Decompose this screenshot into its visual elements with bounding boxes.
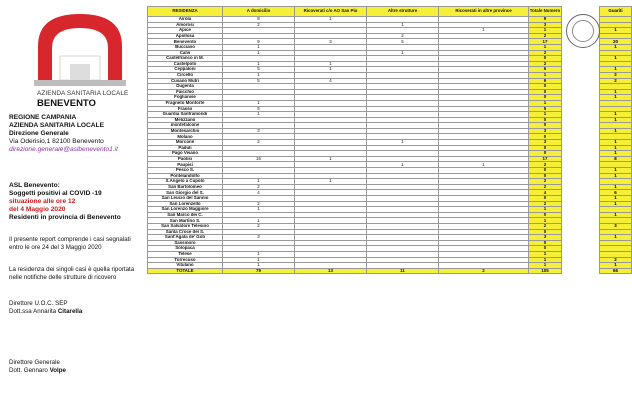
residenza-cell: Castelpoto: [148, 61, 223, 67]
general-name-line: [9, 367, 143, 375]
residenza-cell: Vitulano: [148, 263, 223, 269]
guariti-cell: 1: [600, 117, 632, 123]
guariti-cell: 1: [600, 95, 632, 101]
residenza-cell: Sant'Agata de' Goti: [148, 235, 223, 241]
guariti-cell: 1: [600, 212, 632, 218]
totale-cell: 0: [529, 229, 562, 235]
totale-cell: 1: [529, 251, 562, 257]
totale-cell: 1: [529, 257, 562, 263]
email-link[interactable]: direzione.generale@aslbenevento1.it: [9, 146, 118, 153]
guariti-header: Guariti: [600, 7, 632, 17]
report-title-2: Soggetti positivi al COVID -19: [9, 190, 102, 197]
dom-cell: 1: [223, 263, 295, 269]
altre-cell: 1: [367, 162, 439, 168]
spacer-cell: [562, 268, 600, 274]
residenza-cell: Melizzano: [148, 117, 223, 123]
residenza-cell: Airola: [148, 17, 223, 23]
altre-cell: 1: [367, 22, 439, 28]
report-title-4: del 4 Maggio 2020: [9, 206, 66, 213]
dom-cell: 9: [223, 39, 295, 45]
totale-cell: 4: [529, 190, 562, 196]
guariti-cell: 1: [600, 89, 632, 95]
director-general: [9, 359, 143, 374]
totale-cell: 9: [529, 17, 562, 23]
totale-cell: 105: [529, 268, 562, 274]
residenza-cell: Circello: [148, 72, 223, 78]
guariti-cell: 3: [600, 223, 632, 229]
totale-cell: 2: [529, 223, 562, 229]
prov-cell: 1: [439, 162, 529, 168]
dom-cell: 1: [223, 100, 295, 106]
totale-cell: 0: [529, 89, 562, 95]
totale-cell: 0: [529, 212, 562, 218]
residenza-cell: Dugenta: [148, 84, 223, 90]
director-name-line: [9, 308, 143, 316]
dom-cell: 1: [223, 251, 295, 257]
totale-cell: 1: [529, 207, 562, 213]
totale-cell: 0: [529, 84, 562, 90]
residenza-cell: Paolisi: [148, 156, 223, 162]
guariti-cell: 1: [600, 44, 632, 50]
residenza-cell: Ceppaloni: [148, 67, 223, 73]
residenza-cell: Santa Croce del S.: [148, 229, 223, 235]
totale-cell: 1: [529, 112, 562, 118]
residenza-cell: Faicchio: [148, 89, 223, 95]
dom-cell: 8: [223, 17, 295, 23]
official-stamp: [566, 14, 600, 48]
totale-cell: 0: [529, 246, 562, 252]
dom-cell: 79: [223, 268, 295, 274]
sanpio-cell: 1: [295, 67, 367, 73]
totale-cell: 9: [529, 78, 562, 84]
totale-cell: 3: [529, 235, 562, 241]
sanpio-cell: 1: [295, 156, 367, 162]
guariti-table: [599, 6, 632, 274]
general-role: Direttore Generale: [9, 359, 60, 366]
totale-cell: 0: [529, 196, 562, 202]
positives-table-area: [147, 6, 599, 400]
guariti-column: [599, 6, 632, 400]
guariti-cell: 2: [600, 257, 632, 263]
asl-logo: [30, 6, 130, 109]
totale-cell: 1: [529, 263, 562, 269]
guariti-cell: 1: [600, 168, 632, 174]
dom-cell: 1: [223, 72, 295, 78]
totale-cell: 17: [529, 39, 562, 45]
totale-cell: 0: [529, 95, 562, 101]
guariti-cell: 1: [600, 112, 632, 118]
guariti-cell: 1: [600, 145, 632, 151]
dom-cell: 5: [223, 78, 295, 84]
dom-cell: 1: [223, 61, 295, 67]
residenza-cell: Pontelandolfo: [148, 173, 223, 179]
residenza-cell: Molano: [148, 134, 223, 140]
guariti-cell: 2: [600, 72, 632, 78]
asl-name: AZIENDA SANITARIA LOCALE: [9, 122, 104, 129]
positives-table: [147, 6, 600, 274]
report-title-block: [9, 182, 143, 222]
general-name: Volpe: [49, 366, 66, 374]
director-name: Citarella: [57, 307, 83, 315]
director-sep: [9, 300, 143, 315]
dom-cell: 2: [223, 22, 295, 28]
residenza-cell: Amorosi: [148, 22, 223, 28]
residenza-cell: Telese: [148, 251, 223, 257]
totale-cell: 3: [529, 22, 562, 28]
column-header-2: Ricoverati c/o AO San Pio: [295, 7, 367, 17]
residenza-cell: Frasso: [148, 106, 223, 112]
total-row: [148, 268, 600, 274]
dom-cell: 3: [223, 235, 295, 241]
column-header-3: Altre strutture: [367, 7, 439, 17]
totale-cell: 0: [529, 56, 562, 62]
residenza-cell: Cusano Mutri: [148, 78, 223, 84]
dom-cell: 5: [223, 106, 295, 112]
stamp-inner-ring: [572, 20, 594, 42]
header-address-block: [9, 114, 143, 154]
dom-cell: 1: [223, 44, 295, 50]
residenza-cell: San Marco dei C.: [148, 212, 223, 218]
totale-cell: 3: [529, 128, 562, 134]
totale-cell: 3: [529, 140, 562, 146]
guariti-cell: 1: [600, 140, 632, 146]
column-header-4: Ricoverati in altre province: [439, 7, 529, 17]
altre-cell: 1: [367, 50, 439, 56]
totale-cell: 0: [529, 145, 562, 151]
sanpio-cell: 1: [295, 179, 367, 185]
sanpio-cell: 3: [295, 39, 367, 45]
totale-cell: 0: [529, 123, 562, 129]
dom-cell: 4: [223, 190, 295, 196]
totale-cell: 6: [529, 67, 562, 73]
guariti-cell: 1: [600, 67, 632, 73]
residenza-cell: Apollosa: [148, 33, 223, 39]
guariti-cell: 20: [600, 39, 632, 45]
report-title-5: Residenti in provincia di Benevento: [9, 214, 121, 221]
totale-cell: 0: [529, 173, 562, 179]
dom-cell: 1: [223, 218, 295, 224]
general-name-prefix: Dott. Gennaro: [9, 366, 50, 374]
totale-cell: 0: [529, 117, 562, 123]
sanpio-cell: 1: [295, 17, 367, 23]
residenza-cell: montefalcone: [148, 123, 223, 129]
residenza-cell: San Salvatore Telesino: [148, 223, 223, 229]
totale-cell: 1: [529, 28, 562, 34]
residenza-cell: Benevento: [148, 39, 223, 45]
residenza-cell: TOTALE: [148, 268, 223, 274]
totale-cell: 1: [529, 44, 562, 50]
totale-cell: 0: [529, 168, 562, 174]
residenza-cell: San Lorenzello: [148, 201, 223, 207]
sanpio-cell: 4: [295, 78, 367, 84]
guariti-cell: 1: [600, 128, 632, 134]
residenza-cell: Guardia Sanframondi: [148, 112, 223, 118]
residenza-cell: San Lorenzo Maggiore: [148, 207, 223, 213]
residenza-cell: Paupisi: [148, 162, 223, 168]
altre-cell: 11: [367, 268, 439, 274]
altre-cell: 5: [367, 39, 439, 45]
dom-cell: 3: [223, 128, 295, 134]
totale-cell: 0: [529, 134, 562, 140]
dom-cell: 2: [223, 140, 295, 146]
region-name: REGIONE CAMPANIA: [9, 114, 77, 121]
residenza-cell: Pago Veiano: [148, 151, 223, 157]
guariti-row: [600, 268, 632, 274]
residenza-cell: Sassinoro: [148, 240, 223, 246]
guariti-cell: 1: [600, 56, 632, 62]
director-role: Direttore U.O.C. SEP: [9, 300, 68, 307]
totale-cell: 2: [529, 179, 562, 185]
guariti-cell: 8: [600, 156, 632, 162]
residenza-cell: Bucciano: [148, 44, 223, 50]
totale-cell: 2: [529, 50, 562, 56]
residenza-cell: San Martino S.: [148, 218, 223, 224]
residenza-cell: San Bartolomeo: [148, 184, 223, 190]
residenza-cell: S.Angelo a Cupolo: [148, 179, 223, 185]
guariti-cell: 1: [600, 184, 632, 190]
column-header-0: RESIDENZA: [148, 7, 223, 17]
column-header-5: Totale Numero: [529, 7, 562, 17]
guariti-cell: 6: [600, 190, 632, 196]
residenza-cell: San Leucio del Sannio: [148, 196, 223, 202]
direzione-label: Direzione Generale: [9, 130, 69, 137]
totale-cell: 2: [529, 201, 562, 207]
residenza-cell: Montesarchio: [148, 128, 223, 134]
guariti-cell: 1: [600, 196, 632, 202]
residenza-cell: Pesco S.: [148, 168, 223, 174]
totale-cell: 1: [529, 100, 562, 106]
report-title-3: situazione alle ore 12: [9, 198, 76, 205]
dom-cell: 1: [223, 179, 295, 185]
guariti-cell: 1: [600, 28, 632, 34]
residenza-cell: Morcone: [148, 140, 223, 146]
totale-cell: 17: [529, 156, 562, 162]
residenza-cell: Paduli: [148, 145, 223, 151]
prov-cell: 1: [439, 28, 529, 34]
dom-cell: 2: [223, 201, 295, 207]
dom-cell: 2: [223, 223, 295, 229]
totale-cell: 2: [529, 162, 562, 168]
residenza-cell: Fragneto Monforte: [148, 100, 223, 106]
guariti-cell: 1: [600, 151, 632, 157]
totale-cell: 0: [529, 151, 562, 157]
totale-cell: 2: [529, 33, 562, 39]
totale-cell: 1: [529, 218, 562, 224]
altre-cell: 1: [367, 140, 439, 146]
report-sidebar: [0, 0, 145, 400]
guariti-cell: 1: [600, 263, 632, 269]
column-header-1: A domicilio: [223, 7, 295, 17]
residenza-cell: Calvi: [148, 50, 223, 56]
logo-caption: AZIENDA SANITARIA LOCALE: [37, 90, 129, 97]
guariti-cell: 1: [600, 235, 632, 241]
dom-cell: 16: [223, 156, 295, 162]
residenza-cell: San Giorgio del S.: [148, 190, 223, 196]
sanpio-cell: 1: [295, 61, 367, 67]
dom-cell: 1: [223, 112, 295, 118]
totale-cell: 0: [529, 240, 562, 246]
totale-cell: 2: [529, 184, 562, 190]
sanpio-cell: 13: [295, 268, 367, 274]
guariti-cell: 1: [600, 173, 632, 179]
totale-cell: 5: [529, 106, 562, 112]
report-note-2: La residenza dei singoli casi è quella riportata nelle notifiche delle strutture di ricovero: [9, 266, 135, 281]
guariti-cell: 1: [600, 201, 632, 207]
prov-cell: 2: [439, 268, 529, 274]
address: Via Oderisio,1 82100 Benevento: [9, 138, 104, 145]
residenza-cell: Solopaca: [148, 246, 223, 252]
dom-cell: 1: [223, 50, 295, 56]
residenza-cell: Castelfranco in M.: [148, 56, 223, 62]
report-title-1: ASL Benevento:: [9, 182, 60, 189]
table-header-row: [148, 7, 600, 17]
residenza-cell: Foglianise: [148, 95, 223, 101]
totale-cell: 1: [529, 72, 562, 78]
totale-cell: 2: [529, 61, 562, 67]
residenza-cell: Torrecuso: [148, 257, 223, 263]
director-name-prefix: Dott.ssa Annarita: [9, 307, 58, 315]
dom-cell: 2: [223, 184, 295, 190]
report-note-1: Il presente report comprende i casi segnalati entro le ore 24 del 3 Maggio 2020: [9, 236, 131, 251]
dom-cell: 5: [223, 67, 295, 73]
guariti-cell: 66: [600, 268, 632, 274]
dom-cell: 1: [223, 257, 295, 263]
logo-city: BENEVENTO: [37, 98, 96, 109]
altre-cell: 2: [367, 33, 439, 39]
dom-cell: 1: [223, 207, 295, 213]
arch-logo-icon: [30, 6, 130, 90]
guariti-cell: 2: [600, 78, 632, 84]
residenza-cell: Apice: [148, 28, 223, 34]
